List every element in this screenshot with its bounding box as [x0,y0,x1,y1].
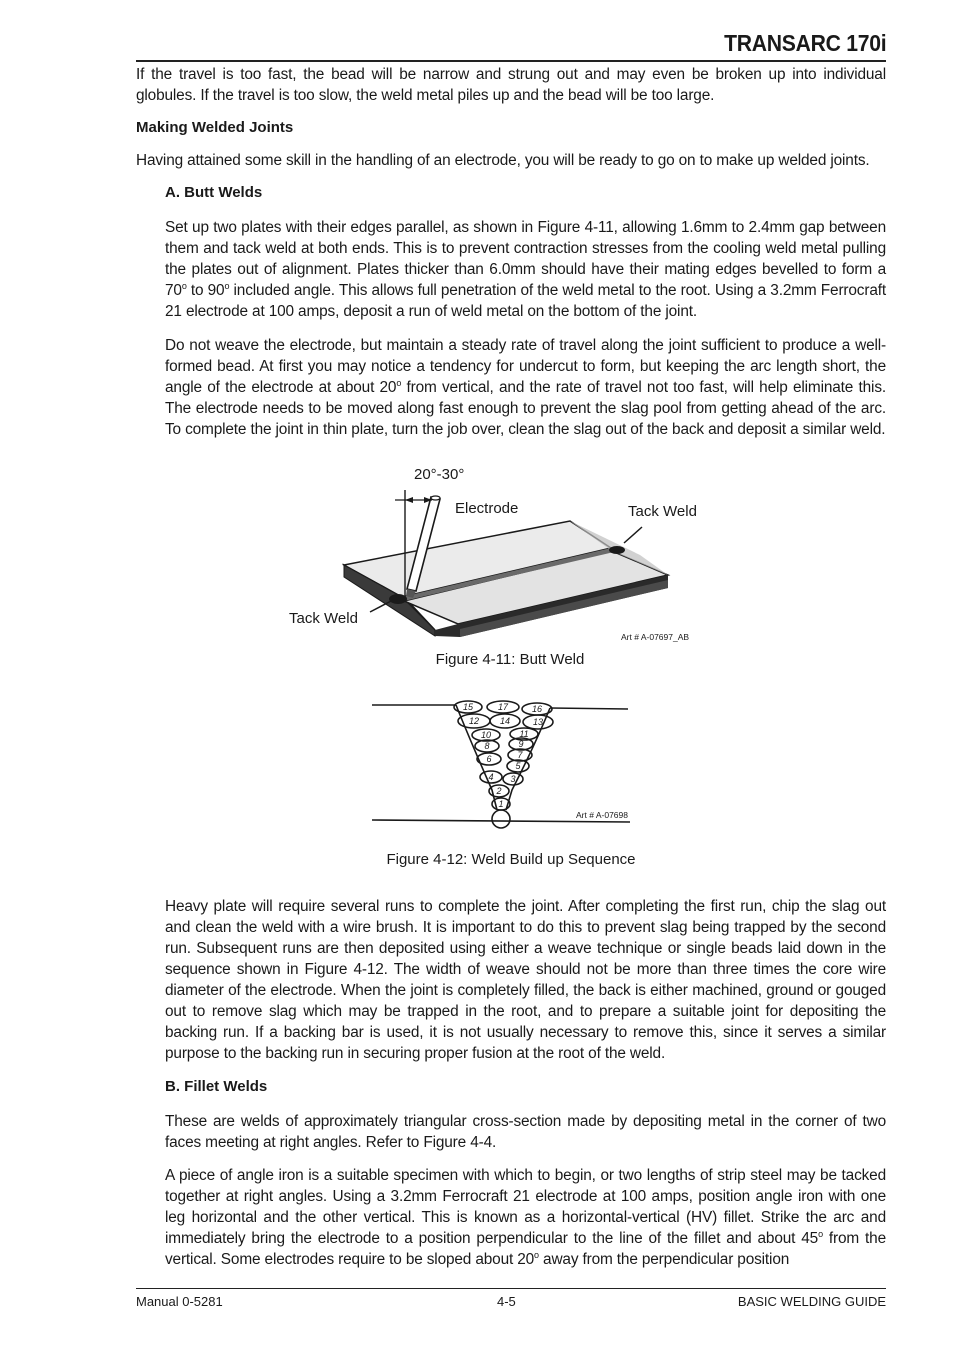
bead-number-12: 12 [468,716,480,726]
bead-number-14: 14 [499,716,511,726]
heavy-plate-paragraph: Heavy plate will require several runs to complete the joint. After completing the first run, chip the slag out and clean the weld with a wire brush. It is important to do this to prevent slag being trapped by the second run. Subsequent runs are then deposited using either a weave technique or single beads laid down in the sequence shown in Figure 4-12. The width of weave should not be more than three times the core wire diameter of the electrode. When the joint is completely filled, the back is either machined, ground or gouged out to remove slag which may be trapped in the root, and to prepare a suitable joint for depositing the backing run. If a backing bar is used, it is not usually necessary to remove this, since it serves a similar purpose to the backing run in securing proper fusion at the root of the weld. [165,898,886,1062]
tack-weld-left-label: Tack Weld [289,610,358,627]
bead-number-2: 2 [496,786,502,796]
bead-number-10: 10 [480,730,492,740]
bead-number-11: 11 [519,729,529,739]
page-header-title: TRANSARC 170i [723,30,886,56]
figure-4-11-caption: Figure 4-11: Butt Weld [435,651,585,668]
bead-number-13: 13 [532,717,544,727]
footer-section-title: BASIC WELDING GUIDE [737,1294,886,1309]
footer-rule [136,1288,886,1289]
fillet-welds-paragraph-2: A piece of angle iron is a suitable specimen with which to begin, or two lengths of strip steel may be tacked together at right angles. Using a 3.2mm Ferrocraft 21 electrode at 100 amps, position angle iron with one leg horizontal and the other vertical. This is known as a horizontal-vertical (HV) fillet. Strike the arc and immediately bring the electrode to a position perpendicular to the line of the fillet and about 45$^o$ from the vertical. Some electrodes require to be sloped about 20$^o$ away from the perpendicular position [165,1167,886,1268]
butt-welds-paragraph-2: Do not weave the electrode, but maintain a steady rate of travel along the joint sufficient to produce a well-formed bead. At first you may notice a tendency for undercut to form, but keeping the arc length short, the angle of the electrode at about 20$^o$ from vertical, and the rate of travel not too fast, will help eliminate this. The electrode needs to be moved along fast enough to prevent the slag pool from getting ahead of the arc. To complete the joint in thin plate, turn the job over, clean the slag out of the back and deposit a similar weld. [165,337,886,438]
figure-4-12-caption: Figure 4-12: Weld Build up Sequence [386,851,636,868]
art-number-a-07698: Art # A-07698 [576,810,628,820]
tack-weld-right-label: Tack Weld [628,503,697,520]
bead-number-3: 3 [510,774,516,784]
angle-label: 20°-30° [414,466,465,483]
bead-number-17: 17 [497,702,509,712]
butt-welds-heading: A. Butt Welds [165,184,263,201]
degree-mark: o [224,280,230,291]
intro-paragraph: If the travel is too fast, the bead will be narrow and strung out and may even be broken up into individual globules. If the travel is too slow, the weld metal piles up and the bead will be too large. [136,66,886,104]
bead-number-4: 4 [488,772,494,782]
bead-number-6: 6 [486,754,492,764]
art-number-a-07697: Art # A-07697_AB [621,632,690,642]
bead-number-8: 8 [484,741,490,751]
bead-number-15: 15 [462,702,474,712]
degree-mark: o [534,1249,539,1260]
degree-mark: o [818,1228,823,1239]
degree-mark: o [181,280,187,291]
bead-number-9: 9 [518,739,524,749]
footer-manual-number: Manual 0-5281 [136,1294,223,1309]
bead-number-1: 1 [498,799,504,809]
making-welded-joints-heading: Making Welded Joints [136,119,294,136]
bead-number-5: 5 [515,761,521,771]
making-welded-joints-text: Having attained some skill in the handling of an electrode, you will be ready to go on to make up welded joints. [136,152,870,169]
bead-number-16: 16 [531,704,543,714]
bead-number-7: 7 [517,750,523,760]
fillet-welds-paragraph-1: These are welds of approximately triangular cross-section made by depositing metal in the corner of two faces meeting at right angles. Refer to Figure 4-4. [165,1113,886,1151]
fillet-welds-heading: B. Fillet Welds [165,1078,268,1095]
butt-welds-paragraph-1: Set up two plates with their edges parallel, as shown in Figure 4-11, allowing 1.6mm to 2.4mm gap between them and tack weld at both ends. This is to prevent contraction stresses from the cooling weld metal pulling the plates out of alignment. Plates thicker than 6.0mm should have their mating edges bevelled to form a 70$^o$ to 90$^o$ included angle. This allows full penetration of the weld metal to the root. Using a 3.2mm Ferrocraft 21 electrode at 100 amps, deposit a run of weld metal on the bottom of the joint. [165,219,886,320]
degree-mark: o [396,377,402,388]
electrode-label: Electrode [455,500,519,517]
footer-page-number: 4-5 [497,1294,516,1309]
